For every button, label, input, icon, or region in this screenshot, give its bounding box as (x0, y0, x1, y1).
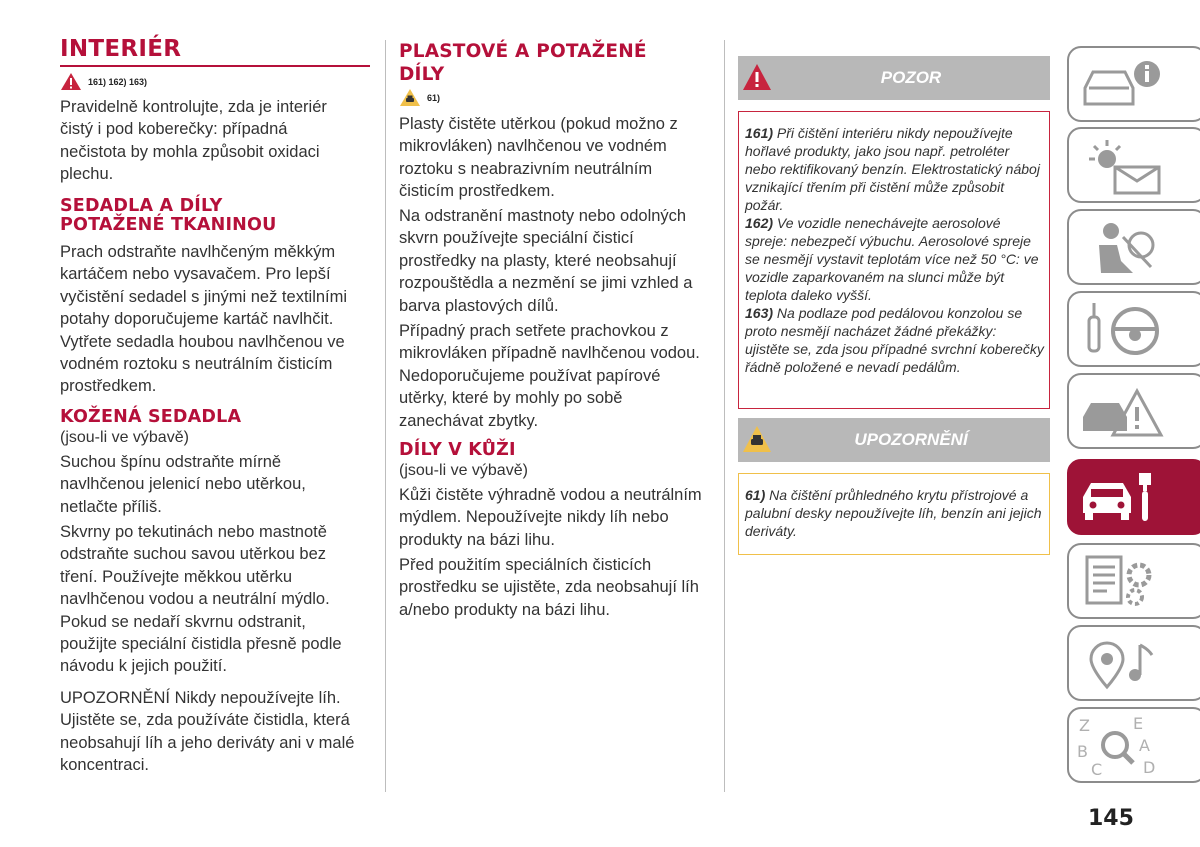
paragraph-leather-stains: Skvrny po tekutinách nebo mastnotě odstraňte suchou savou utěrkou bez tření. Používejte měkkou utěrku navlhčenou vodou a neutrální mýdlo. Pokud se nedaří skvrnu odstranit, použijte speciální čistidla přesně podle návodu k jejich použití. (60, 523, 342, 676)
key-steering-wheel-icon (1077, 299, 1167, 361)
lights-message-icon (1077, 135, 1167, 197)
warning-box-title: POZOR (880, 68, 942, 87)
warning-item-163 (745, 304, 1044, 376)
paragraph-interior: Pravidelně kontrolujte, zda je interiér čistý i pod koberečky: případná nečistota by mohla způsobit oxidaci plechu. (60, 98, 327, 184)
paragraph-leather-dry: Suchou špínu odstraňte mírně navlhčenou jelenicí nebo utěrkou, netlačte příliš. (60, 453, 306, 516)
section-title-plastic-parts (399, 40, 711, 86)
tab-safety[interactable] (1067, 209, 1200, 285)
svg-text:D: D (1143, 758, 1156, 777)
multimedia-icon (1077, 633, 1167, 695)
warning-box-header (738, 56, 1050, 100)
warning-number: 162) (745, 215, 774, 231)
column-divider (385, 40, 386, 792)
paragraph-leather-parts: Kůži čistěte výhradně vodou a neutrálním mýdlem. Nepoužívejte nikdy líh nebo produkty na bázi lihu. (399, 486, 702, 549)
car-info-icon (1077, 54, 1167, 116)
section-title-leather-parts: DÍLY V KŮŽI (399, 440, 516, 460)
tab-maintenance-care[interactable] (1067, 459, 1200, 535)
note-box-title: UPOZORNĚNÍ (854, 430, 968, 449)
note-reference-number: 61) (427, 92, 441, 103)
equipment-note: (jsou-li ve výbavě) (60, 429, 189, 446)
warning-item-161 (745, 124, 1044, 214)
technical-data-icon (1077, 551, 1167, 613)
section-title-interior: INTERIÉR (60, 36, 182, 62)
car-maintenance-icon (1077, 467, 1167, 529)
tab-emergency[interactable] (1067, 373, 1200, 449)
page-number: 145 (1088, 806, 1134, 831)
tab-technical-data[interactable] (1067, 543, 1200, 619)
section-title-leather-seats: KOŽENÁ SEDADLA (60, 407, 242, 427)
warning-number: 161) (745, 125, 774, 141)
note-number: 61) (745, 487, 766, 503)
warning-text: Ve vozidle nenechávejte aerosolové spreje: nebezpečí výbuchu. Aerosolové spreje se nesmějí vystavit teplotám více než 50 °C: ve vozidle zaparkovaném na slunci může být teplota daleko vyšší. (745, 215, 1039, 303)
svg-text:C: C (1091, 760, 1103, 777)
note-item-61 (745, 486, 1044, 540)
note-box-header (738, 418, 1050, 462)
svg-text:B: B (1077, 742, 1088, 761)
warning-item-162 (745, 214, 1044, 304)
warning-triangle-icon (742, 62, 772, 92)
alphabetical-index-icon (1077, 715, 1167, 777)
svg-text:A: A (1139, 736, 1150, 755)
section-title-seats (60, 197, 370, 235)
column-divider (724, 40, 725, 792)
svg-text:Z: Z (1079, 716, 1090, 735)
tab-starting-driving[interactable] (1067, 291, 1200, 367)
note-text: Na čištění průhledného krytu přístrojové a palubní desky nepoužívejte líh, benzín ani jejich deriváty. (745, 487, 1042, 539)
section-title-plastic-line1: PLASTOVÉ A POTAŽENÉ (399, 41, 647, 62)
section-title-seats-line1: SEDADLA A DÍLY (60, 196, 223, 216)
tab-lights-messages[interactable] (1067, 127, 1200, 203)
car-warning-icon (1077, 381, 1167, 443)
svg-text:E: E (1133, 715, 1144, 733)
warning-triangle-icon (60, 72, 82, 91)
warning-reference (60, 72, 147, 91)
warning-number: 163) (745, 305, 774, 321)
paragraph-plastic-stains: Na odstranění mastnoty nebo odolných skvrn používejte speciální čisticí prostředky na plasty, které neobsahují rozpouštědla a nezmění se jimi vzhled a barva plastových dílů. (399, 207, 693, 315)
title-underline (60, 65, 370, 67)
note-reference (399, 88, 440, 107)
paragraph-plastic-clean: Plasty čistěte utěrkou (pokud možno z mikrovláken) navlhčenou ve vodném roztoku s neabrazivním neutrálním čisticím prostředkem. (399, 115, 678, 201)
section-title-seats-line2: POTAŽENÉ TKANINOU (60, 215, 277, 235)
note-box (738, 473, 1050, 555)
section-title-plastic-line2: DÍLY (399, 64, 445, 85)
warning-text: Na podlaze pod pedálovou konzolou se proto nesmějí nacházet žádné překážky: ujistěte se, zda jsou případné svrchní koberečky řádně položené e nevadí pedálům. (745, 305, 1044, 375)
caution-car-icon (742, 424, 772, 454)
warning-reference-numbers: 161) 162) 163) (88, 76, 148, 87)
tab-car-info[interactable] (1067, 46, 1200, 122)
paragraph-caution-alcohol: UPOZORNĚNÍ Nikdy nepoužívejte líh. Ujistěte se, zda používáte čistidla, která neobsahují líh a jeho deriváty ani v malé koncentraci. (60, 689, 355, 775)
paragraph-leather-special: Před použitím speciálních čisticích prostředku se ujistěte, zda neobsahují líh a/nebo produkty na bázi lihu. (399, 556, 699, 619)
equipment-note: (jsou-li ve výbavě) (399, 462, 528, 479)
caution-car-icon (399, 88, 421, 107)
paragraph-seats: Prach odstraňte navlhčeným měkkým kartáčem nebo vysavačem. Pro lepší vyčistění sedadel s jinými než textilními potahy doporučujeme kartáč navlhčit. Vytřete sedadla houbou navlhčenou ve vodném roztoku s neutrálním čisticím prostředkem. (60, 243, 348, 396)
tab-multimedia[interactable] (1067, 625, 1200, 701)
tab-index[interactable] (1067, 707, 1200, 783)
warning-box (738, 111, 1050, 409)
warning-text: Při čištění interiéru nikdy nepoužívejte hořlavé produkty, jako jsou např. petroléter nebo rektifikovaný benzín. Elektrostatický náboj vznikající třením při čistění může způsobit požár. (745, 125, 1040, 213)
paragraph-plastic-dust: Případný prach setřete prachovkou z mikrovláken případně navlhčenou vodou. Nedoporučujeme používat papírové utěrky, které by mohly po sobě zanechávat zbytky. (399, 322, 700, 430)
airbag-seat-icon (1077, 217, 1167, 279)
